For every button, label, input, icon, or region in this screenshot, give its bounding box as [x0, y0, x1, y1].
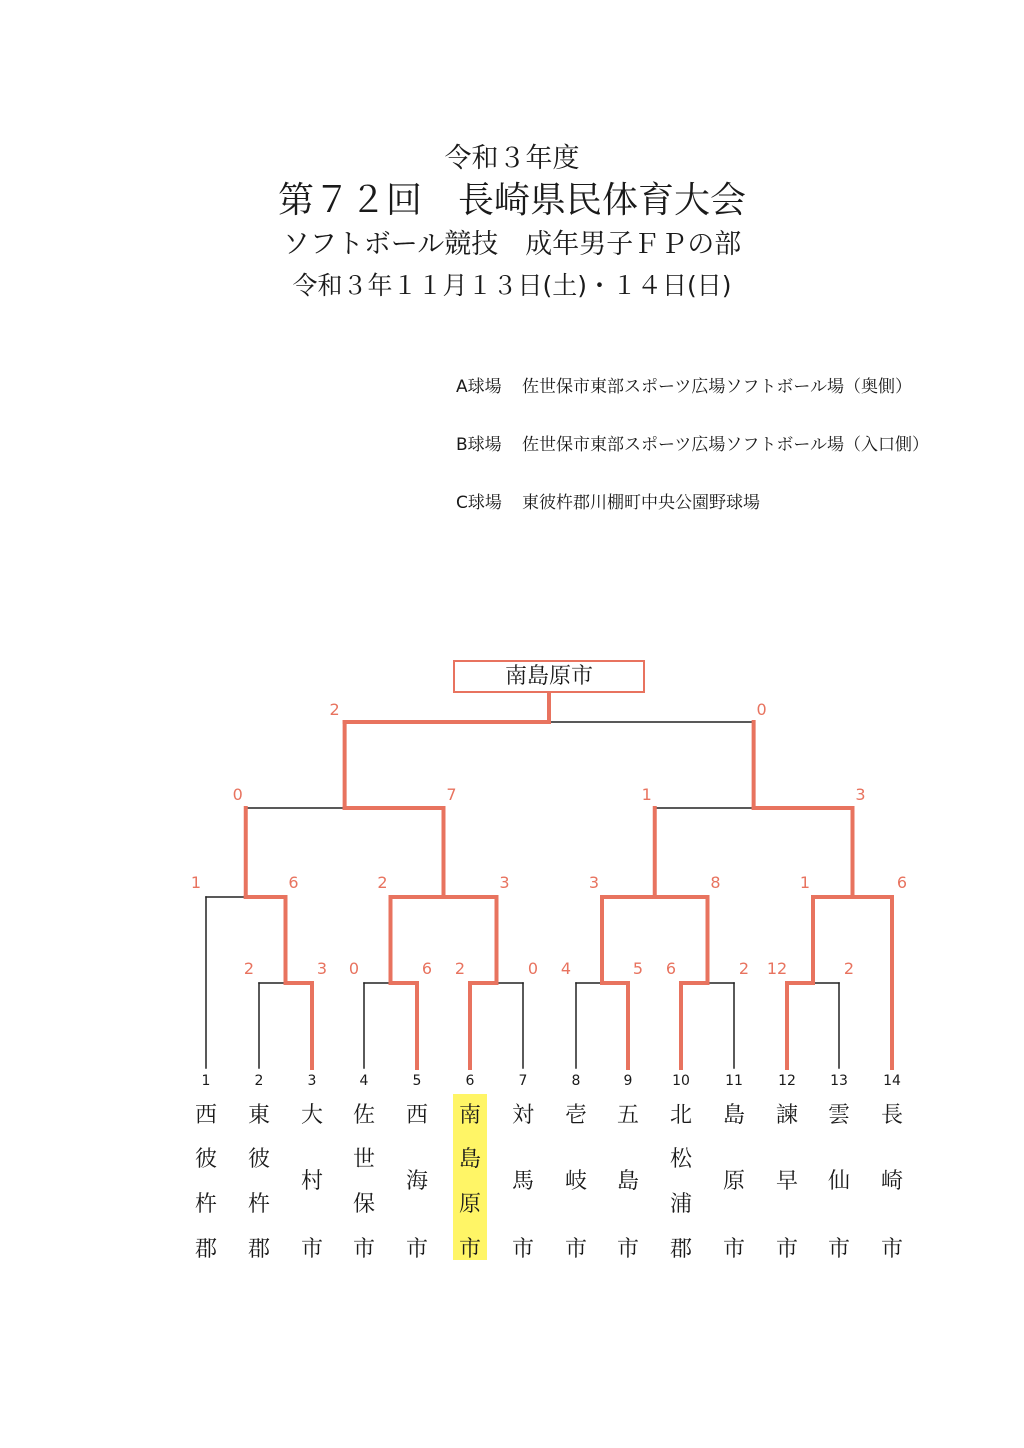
team-name: [347, 1094, 381, 1260]
team-number: 12: [778, 1073, 796, 1089]
team-name: [453, 1094, 487, 1260]
team-name: [664, 1094, 698, 1260]
team-name: [506, 1094, 540, 1260]
team-name-char: 市: [775, 1237, 798, 1262]
tournament-title: 第７２回 長崎県民体育大会: [277, 180, 746, 221]
venue-label: A球場: [456, 377, 502, 397]
champion-box: 南島原市: [453, 660, 645, 693]
venue-label: B球場: [456, 435, 502, 455]
match-score: 5: [632, 959, 644, 978]
team-name-char: 市: [880, 1237, 903, 1262]
team-name-char: 市: [722, 1237, 745, 1262]
match-score: 0: [756, 700, 767, 719]
team-name-char: 島: [722, 1103, 745, 1128]
team-name: [559, 1094, 593, 1260]
team-name-char: 松: [669, 1147, 692, 1172]
team-name: [611, 1094, 645, 1260]
team-name-char: 市: [616, 1237, 639, 1262]
match-score: 6: [288, 873, 299, 892]
team-name-char: 浦: [669, 1192, 692, 1217]
team-name: [400, 1094, 434, 1260]
team-name-char: 東: [247, 1103, 270, 1128]
team-name-char: 馬: [511, 1169, 534, 1194]
venue-place: 佐世保市東部スポーツ広場ソフトボール場（奥側）: [522, 377, 912, 397]
match-score: 1: [190, 873, 202, 892]
team-number: 9: [623, 1073, 633, 1089]
team-name: [770, 1094, 804, 1260]
team-name-char: 西: [194, 1103, 217, 1128]
match-score: 0: [348, 959, 360, 978]
match-score: 7: [446, 785, 457, 804]
team-name-char: 彼: [247, 1147, 270, 1172]
team-name-char: 南: [458, 1103, 481, 1128]
team-name-char: 海: [405, 1169, 428, 1194]
team-number: 2: [254, 1073, 264, 1089]
team-name-char: 保: [352, 1192, 375, 1217]
team-name-char: 市: [352, 1237, 375, 1262]
match-score: 2: [329, 700, 340, 719]
match-score: 3: [316, 959, 328, 978]
team-name: [242, 1094, 276, 1260]
team-name-char: 崎: [880, 1169, 903, 1194]
team-number: 8: [571, 1073, 581, 1089]
team-name-char: 早: [775, 1169, 798, 1194]
team-name: [717, 1094, 751, 1260]
match-score: 4: [560, 959, 572, 978]
team-name-char: 郡: [669, 1237, 692, 1262]
team-number: 3: [307, 1073, 317, 1089]
match-score: 2: [243, 959, 255, 978]
team-name-char: 諫: [775, 1103, 798, 1128]
event-name: ソフトボール競技 成年男子ＦＰの部: [282, 229, 742, 260]
team-name-char: 五: [616, 1103, 639, 1128]
match-score: 1: [799, 873, 811, 892]
team-name: [875, 1094, 909, 1260]
team-number: 1: [201, 1073, 211, 1089]
team-number: 4: [359, 1073, 369, 1089]
team-number: 14: [883, 1073, 901, 1089]
venue-place: 東彼杵郡川棚町中央公園野球場: [522, 493, 760, 513]
match-score: 6: [421, 959, 433, 978]
team-name-char: 市: [511, 1237, 534, 1262]
team-name-char: 佐: [352, 1103, 375, 1128]
match-score: 2: [738, 959, 750, 978]
match-score: 6: [896, 873, 908, 892]
team-name-char: 西: [405, 1103, 428, 1128]
team-name-char: 島: [458, 1147, 481, 1172]
match-score: 3: [588, 873, 600, 892]
team-name: [822, 1094, 856, 1260]
team-name-char: 市: [458, 1237, 481, 1262]
team-name-char: 市: [564, 1237, 587, 1262]
team-name-char: 原: [722, 1169, 745, 1194]
match-score: 2: [843, 959, 855, 978]
team-name-char: 杵: [247, 1192, 270, 1217]
team-name-char: 対: [511, 1103, 534, 1128]
team-name-char: 原: [458, 1192, 481, 1217]
team-name-char: 仙: [827, 1169, 850, 1194]
match-score: 0: [232, 785, 243, 804]
match-score: 0: [527, 959, 539, 978]
team-name-char: 市: [405, 1237, 428, 1262]
match-score: 3: [855, 785, 866, 804]
team-name: [189, 1094, 223, 1260]
match-score: 3: [499, 873, 510, 892]
team-name-char: 北: [669, 1103, 692, 1128]
team-name-char: 長: [880, 1103, 903, 1128]
team-name-char: 郡: [194, 1237, 217, 1262]
match-score: 2: [454, 959, 466, 978]
team-name-char: 郡: [247, 1237, 270, 1262]
team-name-char: 壱: [564, 1103, 587, 1128]
team-name-char: 大: [300, 1103, 323, 1128]
team-number: 5: [412, 1073, 422, 1089]
team-name-char: 島: [616, 1169, 639, 1194]
team-name-char: 雲: [827, 1103, 850, 1128]
venue-place: 佐世保市東部スポーツ広場ソフトボール場（入口側）: [522, 435, 929, 455]
team-number: 10: [672, 1073, 690, 1089]
team-number: 6: [465, 1073, 475, 1089]
team-number: 13: [830, 1073, 848, 1089]
team-name: [295, 1094, 329, 1260]
team-name-char: 村: [300, 1169, 323, 1194]
match-score: 6: [665, 959, 677, 978]
team-name-char: 市: [300, 1237, 323, 1262]
team-name-char: 岐: [564, 1169, 587, 1194]
match-score: 8: [710, 873, 721, 892]
team-number: 7: [518, 1073, 528, 1089]
match-score: 2: [377, 873, 388, 892]
event-date: 令和３年１１月１３日(土)・１４日(日): [292, 271, 732, 300]
team-name-char: 市: [827, 1237, 850, 1262]
team-number: 11: [725, 1073, 743, 1089]
match-score: 1: [641, 785, 652, 804]
team-name-char: 彼: [194, 1147, 217, 1172]
match-score: 12: [766, 959, 788, 978]
team-name-char: 世: [352, 1147, 375, 1172]
venue-label: C球場: [456, 493, 502, 513]
tournament-year: 令和３年度: [444, 143, 580, 174]
team-name-char: 杵: [194, 1192, 217, 1217]
